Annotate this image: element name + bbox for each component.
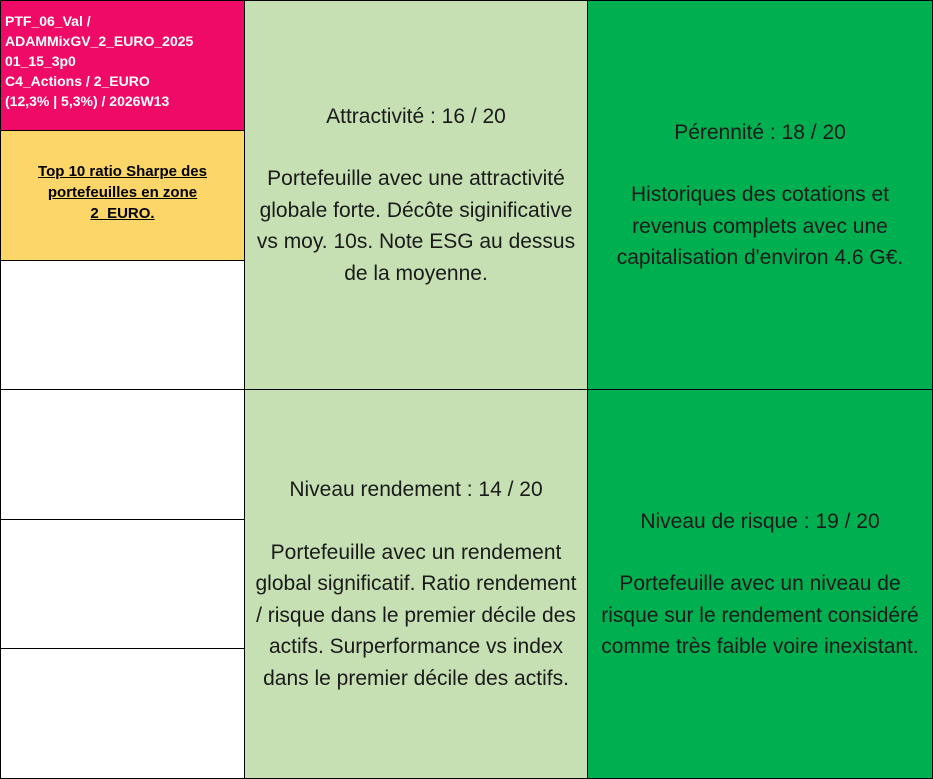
- portfolio-header-line-3: 01_15_3p0: [5, 53, 76, 69]
- risque-title: Niveau de risque : 19 / 20: [640, 509, 880, 533]
- perennite-panel: [587, 0, 933, 390]
- rendement-panel: [244, 389, 588, 779]
- perennite-title: Pérennité : 18 / 20: [674, 120, 846, 144]
- empty-cell-2: [0, 389, 245, 520]
- top10-sharpe-link[interactable]: Top 10 ratio Sharpe des portefeuilles en zone 2_EURO.: [38, 163, 207, 222]
- portfolio-header: [0, 0, 245, 131]
- rendement-body: Portefeuille avec un rendement global significatif. Ratio rendement / risque dans le premier décile des actifs. Surperformance vs index dans le premier décile des actifs.: [255, 540, 577, 690]
- top10-link-cell: [0, 130, 245, 261]
- portfolio-header-line-1: PTF_06_Val /: [5, 13, 91, 29]
- attractivite-body: Portefeuille avec une attractivité globale forte. Décôte siginificative vs moy. 10s. Note ESG au dessus de la moyenne.: [256, 167, 576, 285]
- risque-panel: [587, 389, 933, 779]
- empty-cell-1: [0, 260, 245, 390]
- portfolio-header-line-4: C4_Actions / 2_EURO: [5, 73, 150, 89]
- empty-cell-3: [0, 519, 245, 649]
- risque-body: Portefeuille avec un niveau de risque sur le rendement considéré comme très faible voire inexistant.: [601, 572, 919, 658]
- rendement-title: Niveau rendement : 14 / 20: [289, 478, 543, 501]
- empty-cell-4: [0, 648, 245, 779]
- portfolio-header-line-5: (12,3% | 5,3%) / 2026W13: [5, 93, 170, 109]
- perennite-body: Historiques des cotations et revenus complets avec une capitalisation d'environ 4.6 G€.: [616, 183, 904, 269]
- attractivite-panel: [244, 0, 588, 390]
- attractivite-title: Attractivité : 16 / 20: [326, 104, 506, 128]
- portfolio-header-line-2: ADAMMixGV_2_EURO_2025: [5, 33, 194, 49]
